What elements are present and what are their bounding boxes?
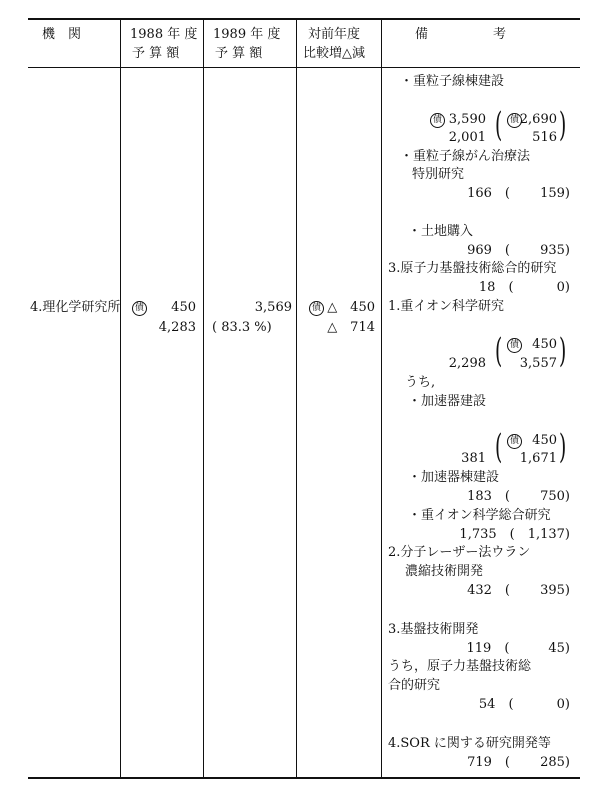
remark-value: 166 ( 159) [467,186,570,201]
remark-value: 381 [461,451,486,466]
remark-value: 2,298 [448,356,486,371]
remark-line: ・重粒子線棟建設 [400,74,505,89]
remark-value: 432 ( 395) [467,583,570,598]
header-rule [28,67,580,68]
remark-line: ・土地購入 [408,224,474,239]
remark-value: 516 [532,130,557,145]
remark-value: 450 [532,337,557,352]
header-1988-sub: 予 算 額 [132,46,180,61]
close-paren: ) [558,105,567,145]
debt-marker: 債 [507,434,522,449]
remark-value: 3,557 [519,356,557,371]
remark-line: ・加速器棟建設 [408,470,500,485]
header-agency: 機 関 [42,27,82,42]
budget-1989-pct: ( 83.3 %) [212,320,272,335]
remark-value: 183 ( 750) [467,489,570,504]
debt-marker-1988: 債 [132,301,147,316]
col-divider-3 [296,18,297,778]
budget-1989: 3,569 [254,300,292,315]
remark-value: 2,690 [519,112,557,127]
remark-value: 1,671 [519,451,557,466]
remark-line: 3.原子力基盤技術総合的研究 [388,261,557,276]
remark-line: 濃縮技術開発 [405,564,484,579]
remark-line: 4.SOR に関する研究開発等 [388,736,551,751]
remark-line: うち，原子力基盤技術総 [388,659,532,674]
remark-value: 969 ( 935) [467,243,570,258]
header-diff: 対前年度 [308,27,361,42]
remark-value: 119 ( 45) [466,641,570,656]
header-1989: 1989 年 度 [213,27,281,42]
remark-value: 54 ( 0) [478,697,570,712]
budget-1988: 4,283 [158,320,196,335]
remark-value: 3,590 [448,112,486,127]
header-1989-sub: 予 算 額 [215,46,263,61]
remark-line: 2.分子レーザー法ウラン [388,545,531,560]
budget-1988-debt: 450 [171,300,196,315]
remark-value: 450 [532,433,557,448]
remark-line: 特別研究 [412,167,465,182]
header-1988: 1988 年 度 [130,27,198,42]
remark-line: ・重粒子線がん治療法 [400,149,531,164]
close-paren: ) [558,427,567,467]
agency-name: 4.理化学研究所 [30,300,121,315]
open-paren: ( [494,427,503,467]
header-diff-sub: 比較増△減 [303,46,365,61]
debt-marker: 債 [507,113,522,128]
diff-debt: △ 450 [327,300,375,315]
remark-value: 18 ( 0) [478,280,570,295]
col-divider-1 [120,18,121,778]
debt-marker-diff: 債 [309,301,324,316]
remark-value: 1,735 ( 1,137) [459,527,570,542]
remark-line: ・加速器建設 [408,394,487,409]
remark-line: ・重イオン科学総合研究 [408,508,551,523]
remark-line: 1.重イオン科学研究 [388,299,505,314]
remark-line: うち, [405,375,436,390]
top-rule [28,18,580,20]
debt-marker: 債 [507,338,522,353]
open-paren: ( [494,331,503,371]
close-paren: ) [558,331,567,371]
remark-line: 3.基盤技術開発 [388,622,479,637]
open-paren: ( [494,105,503,145]
remark-value: 2,001 [448,130,486,145]
bottom-rule [28,777,580,779]
remark-value: 719 ( 285) [467,755,570,770]
header-remarks: 備 考 [415,27,507,42]
col-divider-2 [203,18,204,778]
col-divider-4 [381,18,382,778]
debt-marker: 債 [430,113,445,128]
diff-value: △ 714 [327,320,375,335]
remark-line: 合的研究 [388,678,441,693]
